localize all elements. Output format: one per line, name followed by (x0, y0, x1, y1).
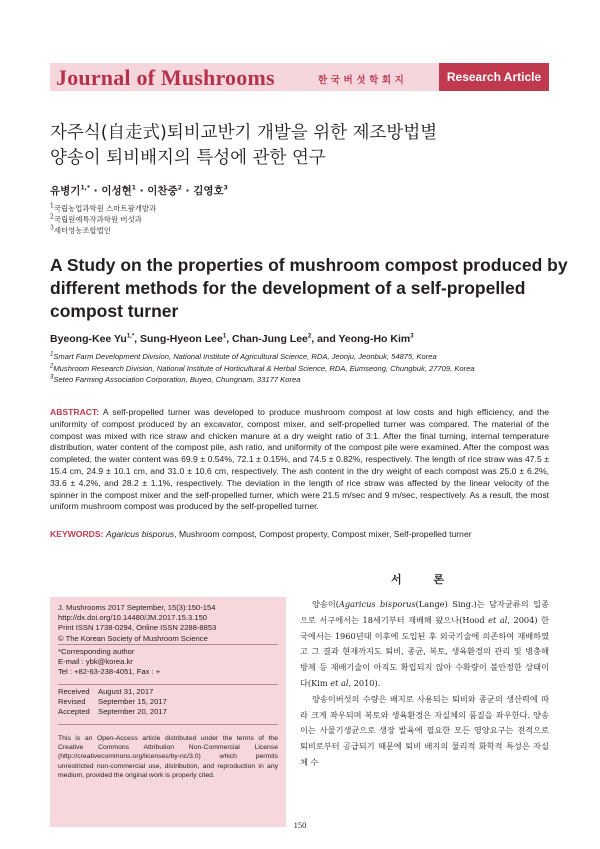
english-title-line: compost turner (50, 301, 179, 321)
journal-banner (50, 63, 549, 91)
affiliation-line (50, 351, 475, 363)
info-divider (58, 684, 278, 685)
english-affiliations (50, 351, 475, 386)
date-received (58, 687, 167, 697)
korean-affiliations (50, 203, 156, 236)
date-value: August 31, 2017 (98, 687, 154, 696)
et-al: et al (330, 677, 349, 688)
author-name: 유병기 (50, 185, 81, 197)
doi-link[interactable]: http://dx.doi.org/10.14480/JM.2017.15.3.150 (58, 613, 208, 623)
text-run: 양송이( (312, 599, 339, 609)
date-value: September 15, 2017 (98, 697, 167, 707)
affiliation-text: Seteo Farming Association Corporation, Buyeo, Chungnam, 33177 Korea (53, 375, 301, 384)
affiliation-line (50, 214, 156, 225)
dates (58, 687, 167, 718)
copyright-line: © The Korean Society of Mushroom Science (58, 633, 208, 643)
author-name: Sung-Hyeon Lee (140, 333, 223, 345)
author-sup: 3 (223, 184, 228, 192)
author-separator: · (90, 185, 102, 197)
date-label: Accepted (58, 707, 90, 717)
introduction-body (300, 597, 549, 771)
keyword-species: Agaricus bisporus (105, 529, 175, 539)
corresponding-label: *Corresponding author (58, 647, 135, 656)
author-sup: 3 (410, 333, 414, 340)
corresponding-author (58, 647, 160, 678)
author-sup: 2 (307, 333, 312, 340)
english-title (50, 254, 568, 323)
section-title-introduction: 서 론 (390, 573, 459, 586)
english-title-line: different methods for the development of a self-propelled (50, 278, 526, 298)
author-sup: 1,* (126, 333, 135, 340)
journal-title: Journal of Mushrooms (56, 65, 275, 90)
article-info-box (50, 597, 286, 827)
english-title-line: A Study on the properties of mushroom compost produced by (50, 255, 568, 275)
korean-authors (50, 183, 228, 198)
citation-line: J. Mushrooms 2017 September, 15(3):150-154 (58, 603, 216, 612)
abstract-label: ABSTRACT: (50, 407, 100, 417)
keywords (50, 529, 549, 541)
affiliation-line (50, 374, 475, 386)
affiliation-sup: 2 (50, 362, 54, 369)
text-run: (Lange) Sing.)는 담자균류의 일종으로 서구에서는 18세기부터 재배해 왔으나(Hood (300, 599, 549, 625)
english-authors: Byeong-Kee $Yu^{1,*}$, Sung-Hyeon Lee$^1$, Chan-Jung Lee$^2$, and Yeong-Ho Kim$^3$ (50, 333, 414, 345)
paragraph: 양송이버섯의 수량은 배지로 사용되는 퇴비와 종균의 생산력에 따라 크게 좌우되며 복토와 생육환경은 자실체의 품질을 좌우한다. 양송이는 사물기생균으로 생장 발육에 필요한 모든 영양요구는 전적으로 퇴비로부터 공급되기 때문에 퇴비 배지의 물리적 화학적 특성은 자실체 수 (300, 693, 549, 767)
date-label: Revised (58, 697, 86, 707)
affiliation-text: Mushroom Research Division, National Institute of Horticultural & Herbal Science, RDA, Eumseong, Chungbuk, 27709, Korea (53, 363, 475, 373)
author-name: 김영호 (193, 185, 224, 197)
affiliation-line (50, 225, 156, 236)
abstract (50, 407, 549, 513)
info-divider (58, 644, 278, 645)
citation-info (58, 603, 216, 644)
date-accepted (58, 707, 167, 717)
korean-title-line: 자주식(自走式)퇴비교반기 개발을 위한 제조방법별 (50, 123, 438, 143)
affiliation-line (50, 363, 475, 375)
author-name: Chan-Jung Lee (232, 333, 308, 345)
affiliation-sup: 3 (50, 374, 54, 381)
keywords-label: KEYWORDS: (50, 529, 104, 539)
affiliation-sup: 1 (50, 202, 54, 210)
author-sup: 1 (222, 333, 227, 340)
author-name: 이찬중 (147, 185, 178, 197)
author-separator: · (135, 185, 148, 197)
author-separator: · (181, 185, 194, 197)
author-name: 이성현 (101, 185, 132, 197)
affiliation-text: 국립농업과학원 스마트팜개발과 (53, 204, 157, 213)
article-type-badge: Research Article (439, 63, 549, 91)
affiliation-sup: 2 (50, 213, 54, 221)
species-name: Agaricus bisporus (338, 599, 416, 609)
keywords-text: , Mushroom compost, Compost property, Compost mixer, Self-propelled turner (174, 529, 472, 539)
info-divider (58, 724, 278, 725)
korean-title (50, 121, 550, 171)
korean-title-line: 양송이 퇴비배지의 특성에 관한 연구 (50, 148, 326, 168)
phone-line: Tel : +82-63-238-4051, Fax : + (58, 667, 161, 677)
text-run: , 2004) 한국에서는 1960년대 이후에 도입된 후 외국기술에 의존하여 재배하였고 그 결과 현재까지도 퇴비, 종균, 복토, 생육환경의 관리 및 병충해 방제 등 재배기술이 아직도 확립되지 않아 수확량이 불안정한 상태이다(Kim (300, 614, 549, 688)
email-line[interactable]: E-mail : ybk@korea.kr (58, 657, 133, 667)
affiliation-text: 국립원예특작과학원 버섯과 (53, 215, 142, 224)
abstract-text: A self-propelled turner was developed to produce mushroom compost at low costs and high efficiency, and the uniformity of compost produced by an excavator, compost mixer, and self-propelled turner was compared. The material of the compost was mixed with rice straw and chicken manure at a dry weight ratio of 3:1. After the final turning, internal temperature distribution, water content of the compost pile, ash ratio, and uniformity of the compost pile were examined. After the compost was completed, the water content was 69.9 ± 0.54%, 72.1 ± 0.15%, and 74.5 ± 0.82%, respectively. The length of rice straw was 47.5 ± 15.4 cm, 24.9 ± 10.1 cm, and 31.0 ± 10.6 cm, respectively. The ash content in the dry weight of each compost was 25.0 ± 6.2%, 33.6 ± 4.2%, and 28.2 ± 1.1%, respectively. The deviation in the length of rice straw was affected by the linear velocity of the spinner in the compost mixer and the self-propelled turner, which were 21.5 m/sec and 9 m/sec, respectively. As a result, the most uniform mushroom compost was produced by the self-propelled turner. (50, 407, 549, 512)
page-number: 150 (293, 820, 307, 830)
paragraph (300, 597, 549, 692)
date-revised (58, 697, 167, 707)
date-value: September 20, 2017 (98, 707, 167, 717)
et-al: et al (488, 614, 508, 625)
text-run: , 2010). (348, 677, 381, 688)
issn-line: Print ISSN 1738-0294, Online ISSN 2288-8853 (58, 623, 217, 633)
society-name: 한국버섯학회지 (318, 75, 408, 86)
affiliation-text: 세터영농조합법인 (53, 226, 111, 235)
author-sup: 1 (131, 184, 136, 192)
affiliation-sup: 3 (50, 224, 54, 232)
affiliation-line (50, 203, 156, 214)
license-notice: This is an Open-Access article distributed under the terms of the Creative Commons Attribution Non-Commercial License (http://creativecommons.org/licenses/by-nc/3.0) which permits unrestricted non-commercial use, distribution, and reproduction in any medium, provided the original work is properly cited. (58, 735, 278, 779)
affiliation-text: Smart Farm Development Division, National Institute of Agricultural Science, RDA, Jeonju, Jeonbuk, 54875, Korea (53, 352, 437, 361)
author-sup: 1,* (80, 184, 91, 192)
author-name: Yeong-Ho Kim (338, 333, 411, 345)
author-name: Byeong-Kee Yu (50, 333, 127, 345)
date-label: Received (58, 687, 90, 696)
affiliation-sup: 1 (50, 351, 54, 358)
author-sup: 2 (177, 184, 182, 192)
